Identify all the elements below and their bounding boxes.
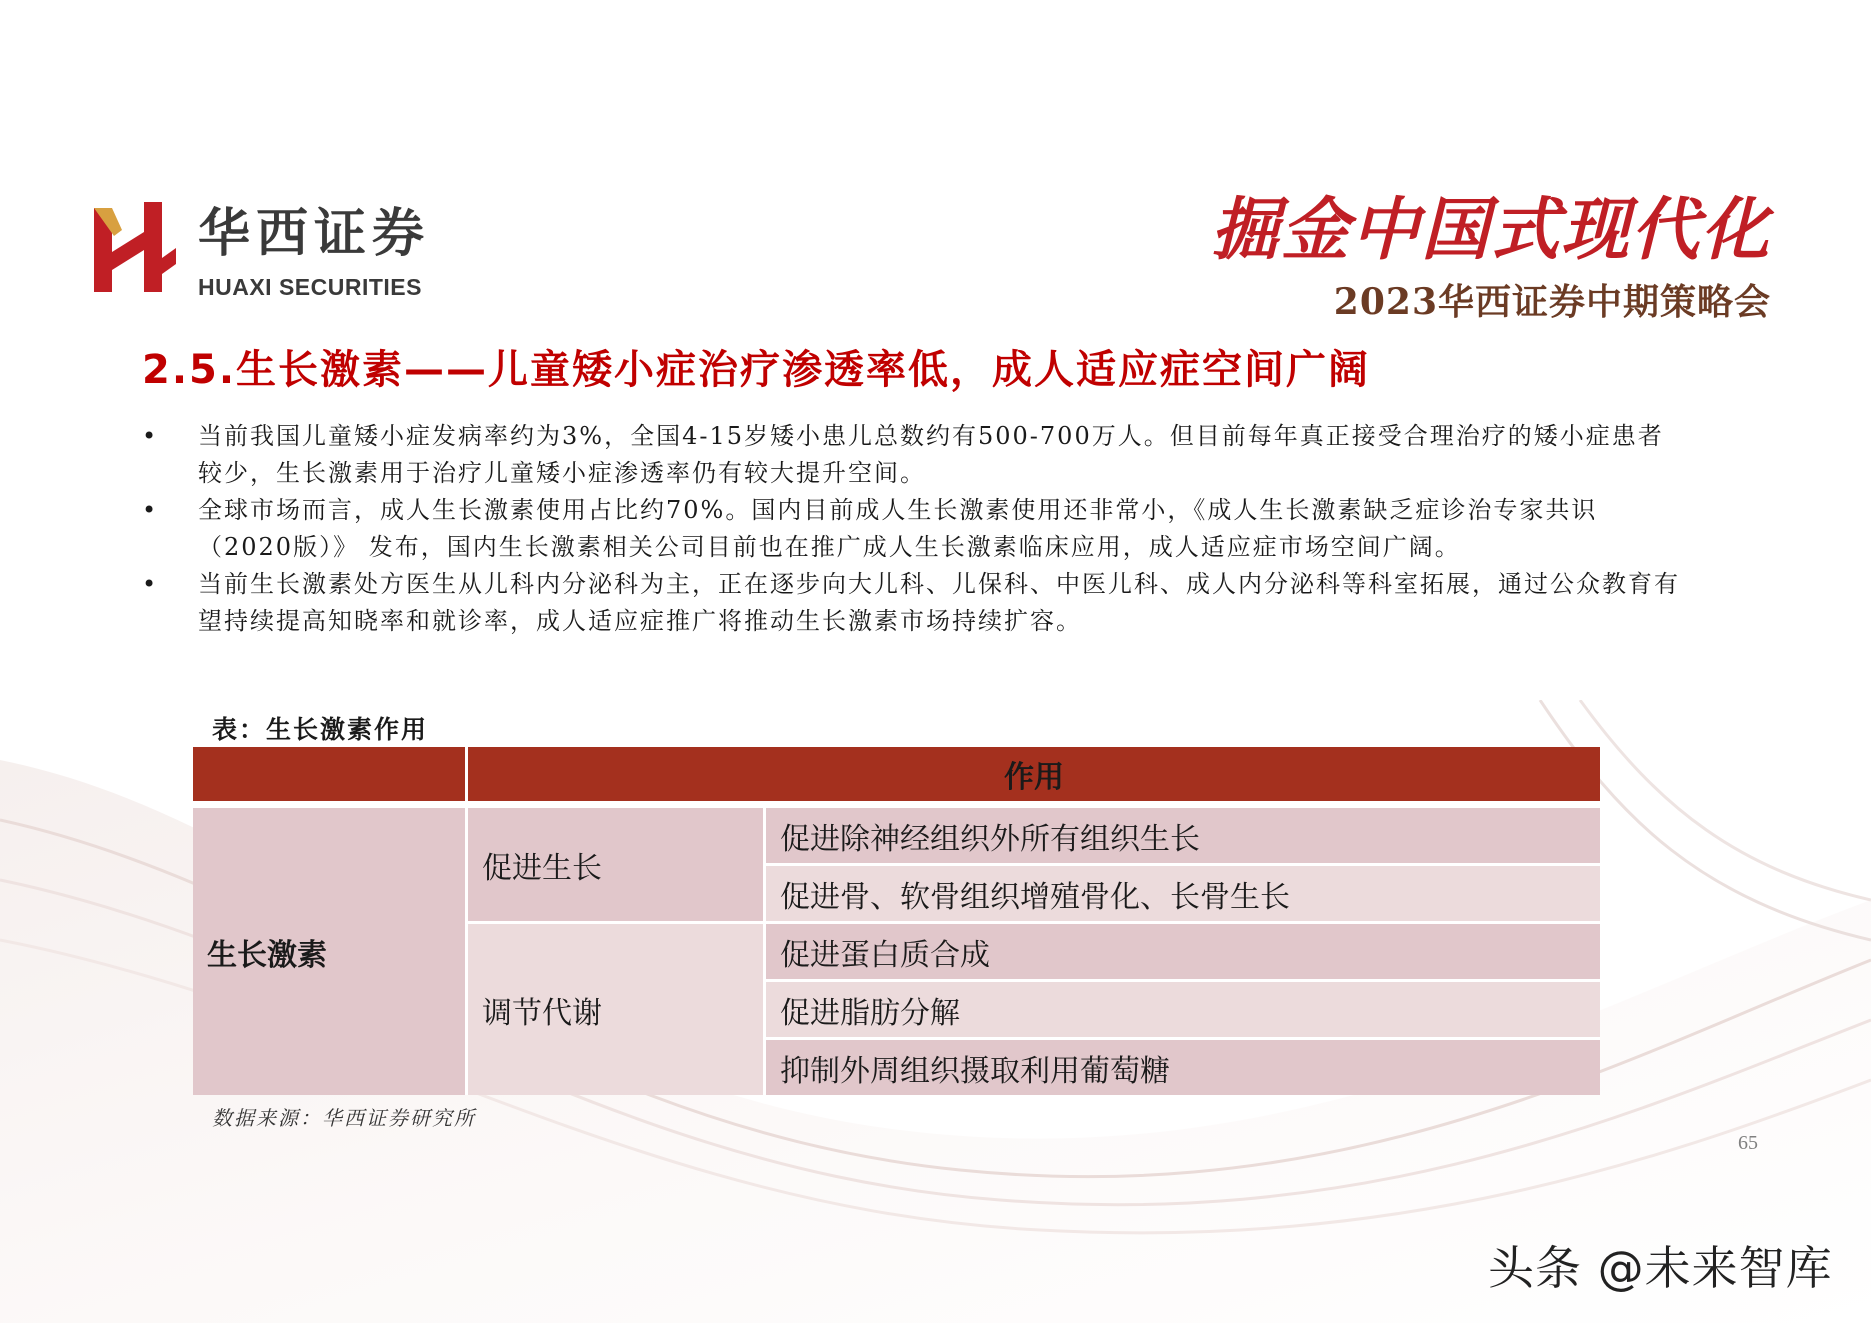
header-empty-cell [193,747,468,801]
table-caption: 表：生长激素作用 [212,715,429,744]
hormone-cell: 生长激素 [193,808,468,1095]
bullet-marker: • [142,570,157,598]
brand-subtitle: 2023华西证券中期策略会 [1333,281,1771,323]
bullet-list [142,418,1682,640]
huaxi-logo-icon [92,202,176,292]
logo-chinese-name: 华西证券 [198,203,431,264]
table-row [193,808,1600,863]
logo-english-name: HUAXI SECURITIES [198,274,422,300]
bullet-marker: • [142,496,157,524]
effect-cell: 促进蛋白质合成 [766,921,1600,979]
company-logo [92,202,430,302]
table-header-row [193,747,1600,801]
header-function: 作用 [468,747,1600,801]
bullet-text: 当前我国儿童矮小症发病率约为3%，全国4-15岁矮小患儿总数约有500-700万人。但目前每年真正接受合理治疗的矮小症患者较少，生长激素用于治疗儿童矮小症渗透率仍有较大提升空间。 [198,422,1664,487]
bullet-text: 当前生长激素处方医生从儿科内分泌科为主，正在逐步向大儿科、儿保科、中医儿科、成人内分泌科等科室拓展，通过公众教育有望持续提高知晓率和就诊率，成人适应症推广将推动生长激素市场持续扩容。 [198,570,1680,635]
effect-cell: 抑制外周组织摄取利用葡萄糖 [766,1037,1600,1095]
effect-cell: 促进除神经组织外所有组织生长 [766,808,1600,863]
bullet-marker: • [142,422,157,450]
effect-cell: 促进骨、软骨组织增殖骨化、长骨生长 [766,863,1600,921]
group-cell: 促进生长 [468,808,766,921]
watermark-text: 头条 @未来智库 [1488,1241,1833,1295]
page-number: 65 [1738,1132,1758,1154]
bullet-item [142,492,1682,566]
bullet-text: 全球市场而言，成人生长激素使用占比约70%。国内目前成人生长激素使用还非常小，《成人生长激素缺乏症诊治专家共识（2020版）》 发布，国内生长激素相关公司目前也在推广成人生长激素临床应用，成人适应症市场空间广阔。 [198,496,1598,561]
slide-title: 2.5.生长激素——儿童矮小症治疗渗透率低，成人适应症空间广阔 [142,347,1371,393]
brand-slogan: 掘金中国式现代化 [1210,190,1771,270]
group-cell: 调节代谢 [468,921,766,1095]
data-source-note: 数据来源：华西证券研究所 [212,1106,476,1130]
growth-hormone-table [193,747,1600,1095]
conference-brand [1211,190,1771,325]
bullet-item [142,566,1682,640]
effect-cell: 促进脂肪分解 [766,979,1600,1037]
bullet-item [142,418,1682,492]
